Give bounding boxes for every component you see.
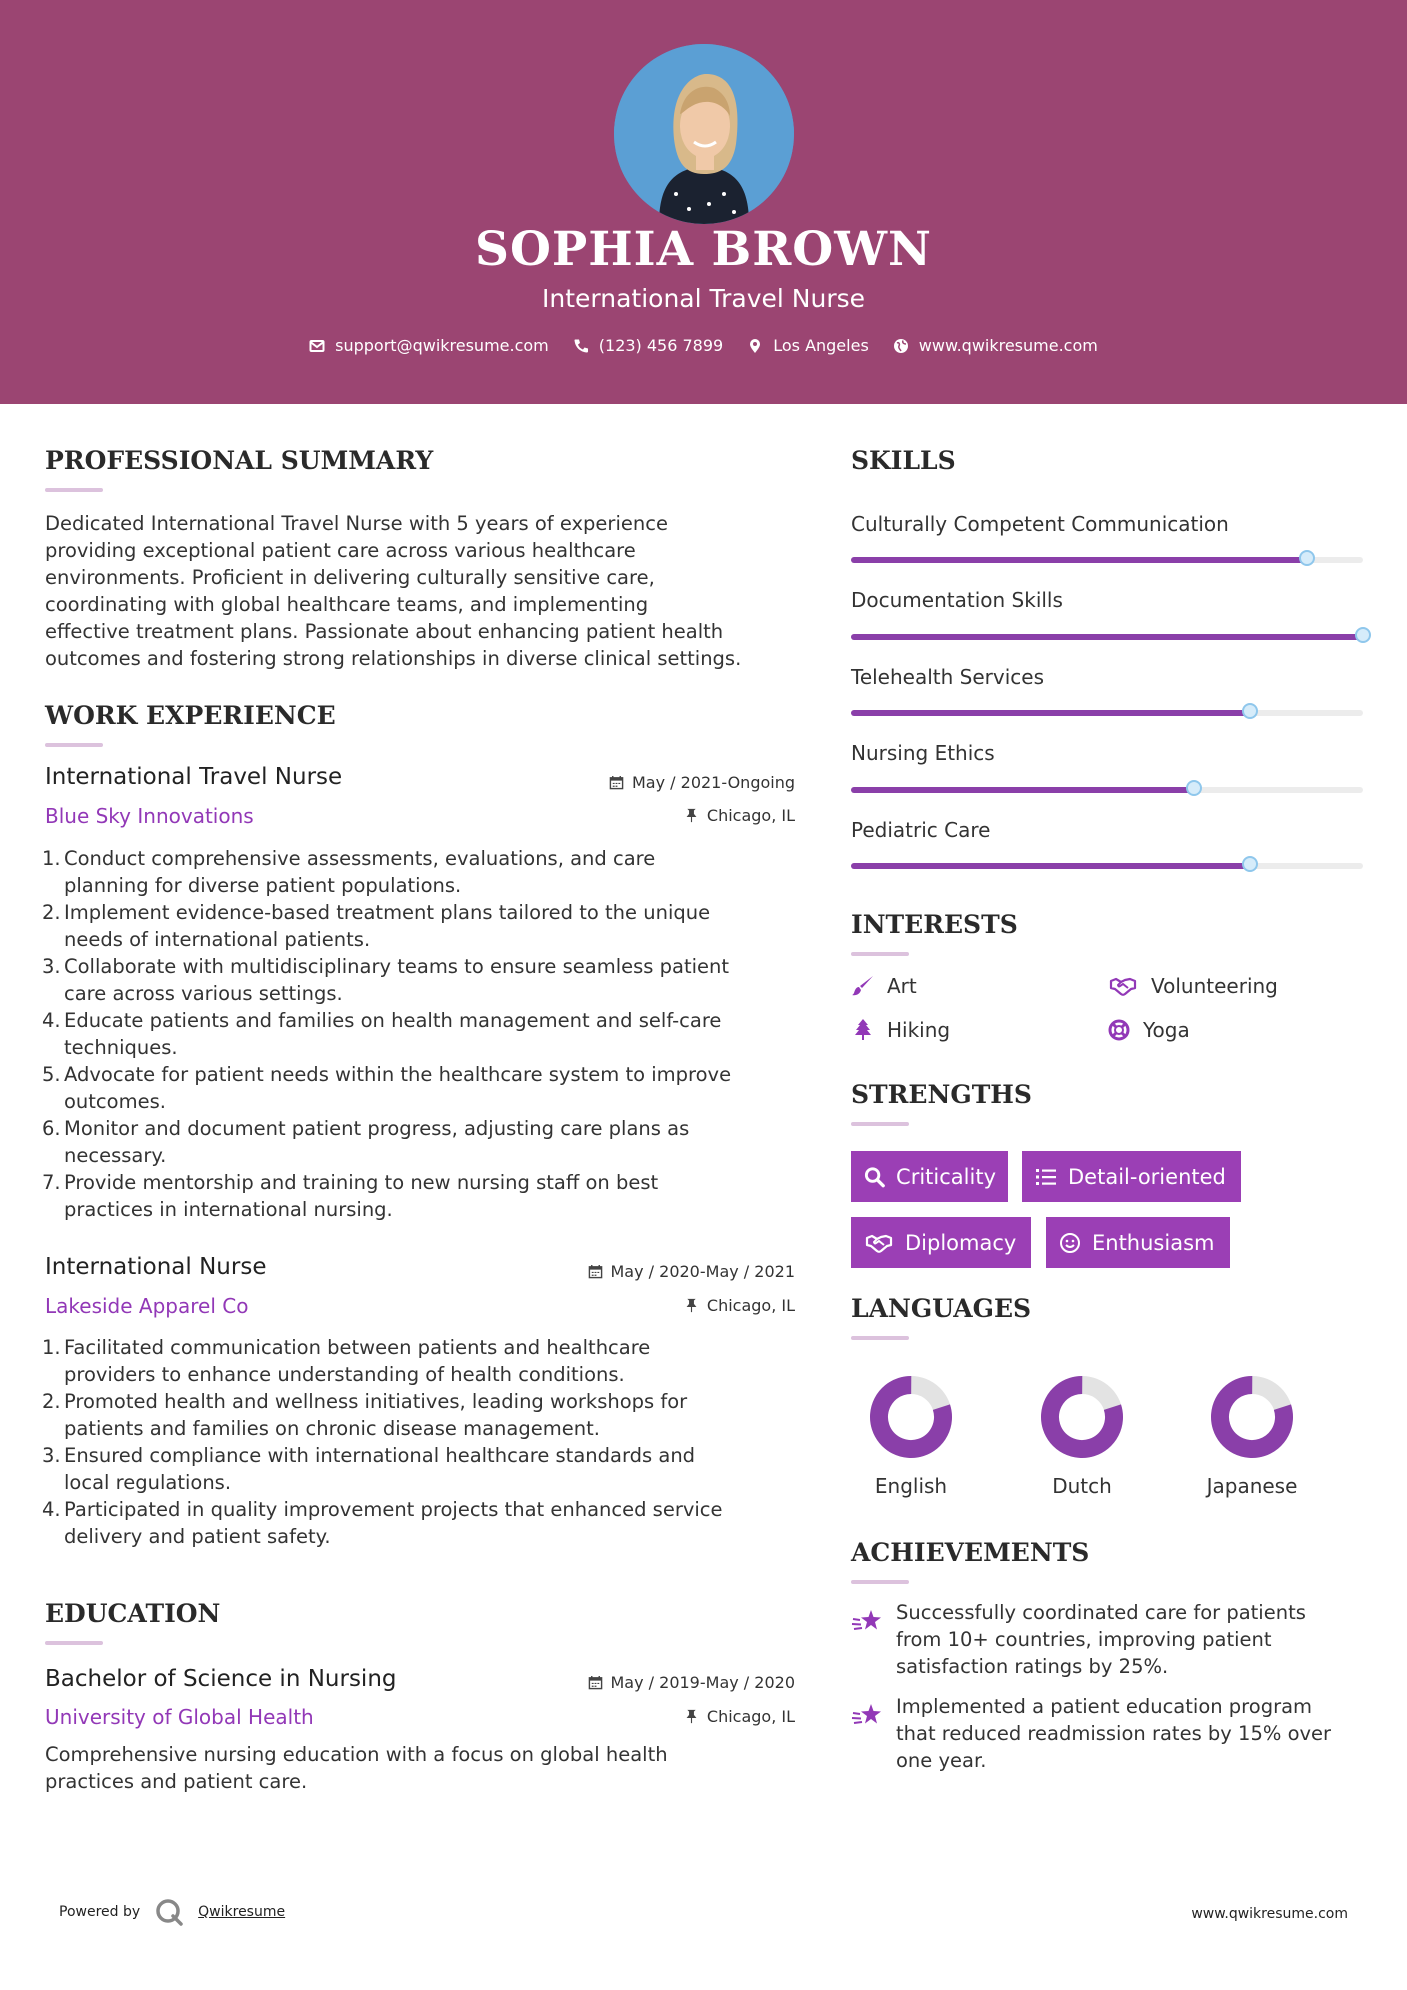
job-title: International Nurse: [45, 1254, 267, 1280]
interest-yoga: Yoga: [1107, 1018, 1190, 1042]
skill-name: Pediatric Care: [851, 818, 991, 842]
language-dutch: [1022, 1374, 1142, 1498]
education-description: Comprehensive nursing education with a focus on global health practices and patient care.: [45, 1743, 668, 1793]
job-duties-list: [42, 845, 795, 1223]
interest-art: Art: [851, 974, 917, 998]
envelope-icon: [309, 338, 325, 354]
list-item: 2. Promoted health and wellness initiatives, leading workshops for patients and families on chronic disease management.: [42, 1390, 688, 1440]
summary-text: Dedicated International Travel Nurse with 5 years of experience providing exceptional patient care across various healthcare environments. Proficient in delivering culturally sensitive care, coordinating with global healthcare teams, and implementing effective treatment plans. Passionate about enhancing patient health outcomes and fostering strong relationships in diverse clinical settings.: [45, 512, 742, 670]
list-item: 3. Ensured compliance with international healthcare standards and local regulations.: [42, 1444, 696, 1494]
candidate-name: SOPHIA BROWN: [475, 222, 932, 277]
skill-bar: [851, 787, 1363, 793]
powered-by-text: Powered by: [59, 1904, 141, 1920]
skill-fill: [851, 557, 1307, 563]
experience-heading: WORK EXPERIENCE: [45, 701, 336, 730]
skill-knob: [1242, 703, 1258, 719]
skill-name: Nursing Ethics: [851, 741, 995, 765]
search-icon: [863, 1165, 886, 1189]
strength-enthusiasm: Enthusiasm: [1046, 1217, 1230, 1268]
website-text: www.qwikresume.com: [918, 336, 1098, 355]
strength-diplomacy: Diplomacy: [851, 1217, 1031, 1268]
list-item: 6. Monitor and document patient progress, adjusting care plans as necessary.: [42, 1117, 690, 1167]
language-english: [851, 1374, 971, 1498]
paint-brush-icon: [851, 974, 875, 998]
achievement-text: Successfully coordinated care for patients from 10+ countries, improving patient satisfaction ratings by 25%.: [896, 1601, 1306, 1678]
calendar-icon: [609, 775, 624, 790]
summary-divider: [45, 488, 103, 492]
languages-heading: LANGUAGES: [851, 1294, 1032, 1323]
job-title: International Travel Nurse: [45, 764, 343, 790]
pushpin-icon: [684, 808, 699, 823]
interests-divider: [851, 952, 909, 956]
school-name: University of Global Health: [45, 1705, 314, 1729]
company-name: Lakeside Apparel Co: [45, 1294, 249, 1318]
strengths-heading: STRENGTHS: [851, 1080, 1032, 1109]
smile-icon: [1058, 1231, 1082, 1255]
pushpin-icon: [684, 1298, 699, 1313]
skill-fill: [851, 634, 1363, 640]
footer-branding: [59, 1897, 285, 1927]
skill-bar: [851, 634, 1363, 640]
email-text: support@qwikresume.com: [335, 336, 549, 355]
contact-location: [747, 336, 869, 355]
language-name: Dutch: [1052, 1474, 1112, 1498]
language-name: English: [874, 1474, 948, 1498]
list-item: 2. Implement evidence-based treatment plans tailored to the unique needs of international patients.: [42, 901, 711, 951]
skill-name: Documentation Skills: [851, 588, 1063, 612]
globe-icon: [893, 338, 909, 354]
qwikresume-logo-icon: [154, 1897, 184, 1927]
shooting-star-icon: [851, 1607, 883, 1637]
avatar-icon: [614, 44, 794, 224]
location-text: Los Angeles: [773, 336, 869, 355]
footer-website[interactable]: www.qwikresume.com: [1191, 1906, 1348, 1922]
candidate-title: International Travel Nurse: [542, 284, 865, 313]
job-date: May / 2020-May / 2021: [588, 1262, 796, 1281]
achievements-divider: [851, 1580, 909, 1584]
language-name: Japanese: [1206, 1474, 1298, 1498]
education-divider: [45, 1641, 103, 1645]
contact-phone[interactable]: [573, 336, 723, 355]
skills-heading: SKILLS: [851, 446, 956, 475]
interest-hiking: Hiking: [851, 1018, 950, 1042]
list-item: 4. Participated in quality improvement projects that enhanced service delivery and patient safety.: [42, 1498, 723, 1548]
skill-fill: [851, 863, 1250, 869]
handshake-icon: [863, 1231, 895, 1255]
tree-icon: [851, 1018, 875, 1042]
interest-volunteering: Volunteering: [1107, 974, 1278, 998]
language-donut: [868, 1374, 954, 1460]
skill-knob: [1242, 856, 1258, 872]
skill-fill: [851, 710, 1250, 716]
strengths-divider: [851, 1122, 909, 1126]
language-japanese: [1192, 1374, 1312, 1498]
list-item: 1. Conduct comprehensive assessments, evaluations, and care planning for diverse patient populations.: [42, 847, 656, 897]
job-location: Chicago, IL: [684, 1296, 795, 1315]
language-donut: [1039, 1374, 1125, 1460]
calendar-icon: [588, 1264, 603, 1279]
languages-divider: [851, 1336, 909, 1340]
contact-bar: [0, 336, 1407, 355]
job-date: May / 2021-Ongoing: [609, 773, 795, 792]
qwikresume-link[interactable]: Qwikresume: [198, 1904, 286, 1920]
map-pin-icon: [747, 338, 763, 354]
company-name: Blue Sky Innovations: [45, 804, 254, 828]
job-duties-list: [42, 1334, 795, 1550]
education-date: May / 2019-May / 2020: [588, 1673, 796, 1692]
education-location: Chicago, IL: [684, 1707, 795, 1726]
job-location: Chicago, IL: [684, 806, 795, 825]
list-item: 3. Collaborate with multidisciplinary teams to ensure seamless patient care across various settings.: [42, 955, 730, 1005]
list-item: 5. Advocate for patient needs within the healthcare system to improve outcomes.: [42, 1063, 732, 1113]
list-item: 7. Provide mentorship and training to new nursing staff on best practices in international nursing.: [42, 1171, 659, 1221]
list-item: 4. Educate patients and families on health management and self-care techniques.: [42, 1009, 722, 1059]
phone-icon: [573, 338, 589, 354]
interests-heading: INTERESTS: [851, 910, 1018, 939]
strength-detail-oriented: Detail-oriented: [1022, 1151, 1241, 1202]
skill-knob: [1299, 550, 1315, 566]
strength-criticality: Criticality: [851, 1151, 1008, 1202]
skill-bar: [851, 710, 1363, 716]
degree-title: Bachelor of Science in Nursing: [45, 1666, 397, 1692]
header-banner: [0, 0, 1407, 404]
profile-photo: [614, 44, 794, 224]
phone-text: (123) 456 7899: [598, 336, 724, 355]
contact-email[interactable]: [309, 336, 549, 355]
calendar-icon: [588, 1675, 603, 1690]
list-icon: [1034, 1165, 1058, 1189]
skill-name: Culturally Competent Communication: [851, 512, 1229, 536]
shooting-star-icon: [851, 1701, 883, 1731]
handshake-icon: [1107, 974, 1139, 998]
skill-name: Telehealth Services: [851, 665, 1044, 689]
achievement-text: Implemented a patient education program that reduced readmission rates by 15% over one year.: [896, 1695, 1332, 1772]
skill-fill: [851, 787, 1194, 793]
experience-divider: [45, 743, 103, 747]
skill-bar: [851, 557, 1363, 563]
skill-knob: [1186, 780, 1202, 796]
skill-knob: [1355, 627, 1371, 643]
pushpin-icon: [684, 1709, 699, 1724]
education-heading: EDUCATION: [45, 1599, 221, 1628]
contact-website[interactable]: [893, 336, 1098, 355]
achievements-heading: ACHIEVEMENTS: [851, 1538, 1090, 1567]
life-ring-icon: [1107, 1018, 1131, 1042]
list-item: 1. Facilitated communication between patients and healthcare providers to enhance understanding of health conditions.: [42, 1336, 651, 1386]
language-donut: [1209, 1374, 1295, 1460]
skill-bar: [851, 863, 1363, 869]
summary-heading: PROFESSIONAL SUMMARY: [45, 446, 434, 475]
